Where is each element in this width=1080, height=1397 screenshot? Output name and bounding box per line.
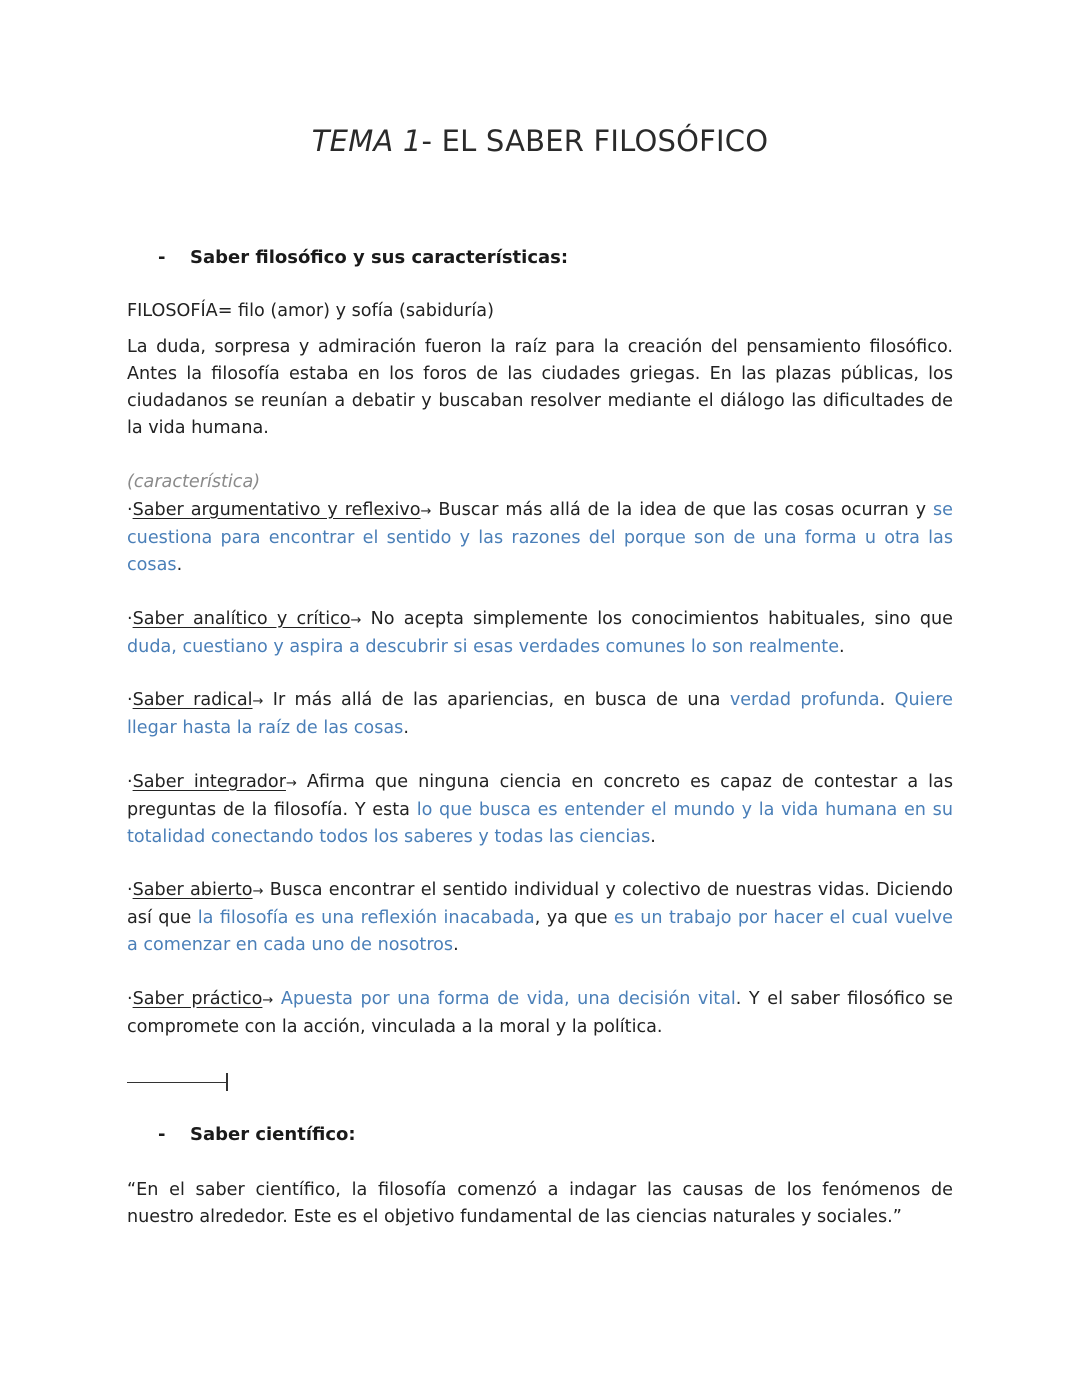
characteristic-term: Saber abierto: [132, 880, 253, 900]
bullet-dot: ·: [127, 609, 133, 629]
characteristic-term: Saber argumentativo y reflexivo: [132, 500, 421, 520]
characteristic-item: [127, 986, 953, 1041]
intro-paragraph: La duda, sorpresa y admiración fueron la raíz para la creación del pensamiento filosófico. Antes la filosofía estaba en los foros de las ciudades griegas. En las plazas públicas, los ciudadanos se reunían a debatir y buscaban resolver mediante el diálogo las dificultades de la vida humana.: [127, 337, 953, 438]
characteristic-text: Buscar más allá de la idea de que las cosas ocurran y: [431, 500, 934, 520]
characteristic-text: Afirma que ninguna ciencia en concreto es capaz de contestar a las preguntas de la filosofía. Y esta: [127, 772, 953, 820]
caption-caracteristica: (característica): [127, 472, 261, 492]
bullet-dot: ·: [127, 500, 133, 520]
bullet-dot: ·: [127, 772, 133, 792]
arrow-icon: →: [420, 504, 432, 519]
characteristic-text: .: [403, 718, 409, 738]
dash-bullet: -: [158, 1124, 166, 1145]
page-title: TEMA 1- EL SABER FILOSÓFICO: [311, 124, 769, 158]
characteristic-term: Saber radical: [132, 690, 253, 710]
arrow-icon: →: [350, 613, 362, 628]
characteristic-text: [273, 989, 281, 1009]
characteristic-text: Ir más allá de las apariencias, en busca de una: [263, 690, 730, 710]
section-heading-saber-filosofico: - Saber filosófico y sus características:: [158, 247, 569, 268]
highlighted-text: Apuesta por una forma de vida, una decisión vital: [280, 989, 736, 1009]
highlighted-text: es un trabajo por hacer el cual vuelve a comenzar en cada uno de nosotros: [127, 908, 954, 955]
characteristic-term: Saber integrador: [132, 772, 286, 792]
philosophy-definition: FILOSOFÍA= filo (amor) y sofía (sabiduría): [127, 301, 494, 321]
highlighted-text: verdad profunda: [729, 690, 880, 710]
dash-bullet: -: [158, 247, 166, 268]
characteristic-item: [127, 687, 953, 742]
bullet-dot: ·: [127, 989, 133, 1009]
section-heading-saber-cientifico: - Saber científico:: [158, 1124, 356, 1145]
separator-line: [127, 1082, 227, 1083]
highlighted-text: lo que busca es entender el mundo y la vida humana en su totalidad conectando todos los saberes y todas las ciencias: [127, 800, 953, 847]
arrow-icon: →: [252, 884, 264, 899]
bullet-dot: ·: [127, 690, 133, 710]
characteristic-text: . Y el saber filosófico se compromete con la acción, vinculada a la moral y la política.: [127, 989, 953, 1037]
highlighted-text: Quiere llegar hasta la raíz de las cosas: [127, 690, 953, 738]
characteristic-text: .: [176, 555, 183, 575]
characteristic-text: .: [879, 690, 895, 710]
highlighted-text: la filosofía es una reflexión inacabada: [197, 908, 535, 928]
characteristic-text: No acepta simplemente los conocimientos habituales, sino que: [361, 609, 953, 629]
characteristic-text: Busca encontrar el sentido individual y colectivo de nuestras vidas. Diciendo así que: [127, 880, 953, 928]
characteristic-text: .: [650, 827, 656, 847]
characteristic-item: [127, 877, 953, 959]
science-quote: “En el saber científico, la filosofía comenzó a indagar las causas de los fenómenos de nuestro alrededor. Este es el objetivo fundamental de las ciencias naturales y sociales.”: [127, 1180, 953, 1227]
characteristic-text: .: [453, 935, 459, 955]
characteristic-item: [127, 769, 953, 851]
highlighted-text: duda, cuestiano y aspira a descubrir si esas verdades comunes lo son realmente: [127, 637, 840, 657]
characteristic-text: , ya que: [534, 908, 614, 928]
characteristic-term: Saber analítico y crítico: [132, 609, 351, 629]
bullet-dot: ·: [127, 880, 133, 900]
arrow-icon: →: [252, 694, 264, 709]
arrow-icon: →: [262, 993, 274, 1008]
highlighted-text: se cuestiona para encontrar el sentido y las razones del porque son de una forma u otra las cosas: [127, 500, 954, 575]
characteristic-term: Saber práctico: [132, 989, 263, 1009]
separator-bar: [226, 1073, 228, 1091]
characteristic-item: [127, 497, 953, 579]
characteristic-item: [127, 606, 953, 661]
arrow-icon: →: [285, 776, 297, 791]
characteristic-text: .: [839, 637, 845, 657]
